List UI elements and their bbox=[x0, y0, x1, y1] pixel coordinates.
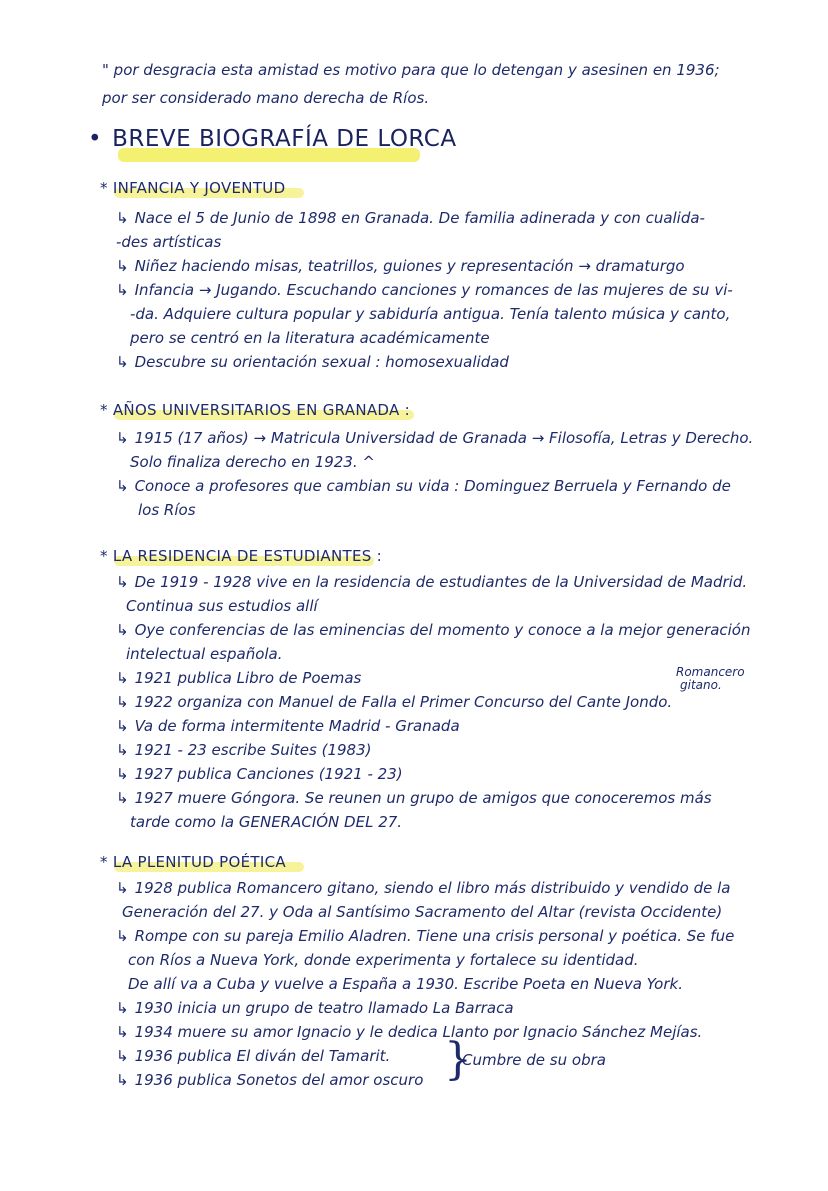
plenitud-line-4: con Ríos a Nueva York, donde experimenta y fortalece su identidad. bbox=[128, 951, 639, 969]
plenitud-line-7: ↳ 1934 muere su amor Ignacio y le dedica Llanto por Ignacio Sánchez Mejías. bbox=[116, 1023, 703, 1041]
universidad-line-2: Solo finaliza derecho en 1923. ^ bbox=[130, 453, 375, 471]
universidad-line-1: ↳ 1915 (17 años) → Matricula Universidad de Granada → Filosofía, Letras y Derecho. bbox=[116, 429, 754, 447]
section-heading-plenitud: * LA PLENITUD POÉTICA bbox=[100, 852, 286, 872]
curly-brace: } bbox=[444, 1034, 472, 1085]
intro-line-2: por ser considerado mano derecha de Ríos. bbox=[102, 89, 430, 107]
title-text: BREVE BIOGRAFÍA DE LORCA bbox=[112, 126, 457, 152]
plenitud-line-3: ↳ Rompe con su pareja Emilio Aladren. Tiene una crisis personal y poética. Se fue bbox=[116, 927, 735, 945]
intro-line-1: " por desgracia esta amistad es motivo para que lo detengan y asesinen en 1936; bbox=[102, 61, 720, 79]
universidad-line-4: los Ríos bbox=[138, 501, 196, 519]
residencia-line-1: ↳ De 1919 - 1928 vive en la residencia de estudiantes de la Universidad de Madrid. bbox=[116, 573, 748, 591]
residencia-line-9: ↳ 1927 publica Canciones (1921 - 23) bbox=[116, 765, 403, 783]
plenitud-line-9: ↳ 1936 publica Sonetos del amor oscuro bbox=[116, 1071, 424, 1089]
residencia-line-10: ↳ 1927 muere Góngora. Se reunen un grupo de amigos que conoceremos más bbox=[116, 789, 712, 807]
infancia-line-4: ↳ Infancia → Jugando. Escuchando canciones y romances de las mujeres de su vi- bbox=[116, 281, 733, 299]
residencia-line-8: ↳ 1921 - 23 escribe Suites (1983) bbox=[116, 741, 372, 759]
page-title: • BREVE BIOGRAFÍA DE LORCA bbox=[88, 126, 457, 152]
section-heading-universidad: * AÑOS UNIVERSITARIOS EN GRANADA : bbox=[100, 400, 410, 420]
infancia-line-5: -da. Adquiere cultura popular y sabiduría antigua. Tenía talento música y canto, bbox=[130, 305, 731, 323]
plenitud-line-2: Generación del 27. y Oda al Santísimo Sacramento del Altar (revista Occidente) bbox=[122, 903, 723, 921]
plenitud-line-6: ↳ 1930 inicia un grupo de teatro llamado La Barraca bbox=[116, 999, 514, 1017]
brace-label: Cumbre de su obra bbox=[462, 1051, 606, 1069]
residencia-line-7: ↳ Va de forma intermitente Madrid - Granada bbox=[116, 717, 460, 735]
infancia-line-7: ↳ Descubre su orientación sexual : homosexualidad bbox=[116, 353, 509, 371]
residencia-line-5: ↳ 1921 publica Libro de Poemas bbox=[116, 669, 362, 687]
section-heading-residencia: * LA RESIDENCIA DE ESTUDIANTES : bbox=[100, 547, 382, 565]
residencia-line-4: intelectual española. bbox=[126, 645, 283, 663]
residencia-line-2: Continua sus estudios allí bbox=[126, 597, 318, 615]
plenitud-line-1: ↳ 1928 publica Romancero gitano, siendo el libro más distribuido y vendido de la bbox=[116, 879, 731, 897]
residencia-line-6: ↳ 1922 organiza con Manuel de Falla el Primer Concurso del Cante Jondo. bbox=[116, 693, 673, 711]
universidad-line-3: ↳ Conoce a profesores que cambian su vida : Dominguez Berruela y Fernando de bbox=[116, 477, 731, 495]
margin-note: Romancero gitano. bbox=[676, 665, 745, 692]
plenitud-line-5: De allí va a Cuba y vuelve a España a 1930. Escribe Poeta en Nueva York. bbox=[128, 975, 683, 993]
residencia-line-3: ↳ Oye conferencias de las eminencias del momento y conoce a la mejor generación bbox=[116, 621, 751, 639]
infancia-line-2: -des artísticas bbox=[116, 233, 222, 251]
plenitud-line-8: ↳ 1936 publica El diván del Tamarit. bbox=[116, 1047, 391, 1065]
infancia-line-1: ↳ Nace el 5 de Junio de 1898 en Granada. De familia adinerada y con cualida- bbox=[116, 209, 705, 227]
infancia-line-3: ↳ Niñez haciendo misas, teatrillos, guiones y representación → dramaturgo bbox=[116, 257, 685, 275]
infancia-line-6: pero se centró en la literatura académicamente bbox=[130, 329, 490, 347]
section-heading-infancia: * INFANCIA Y JOVENTUD bbox=[100, 178, 285, 198]
residencia-line-11: tarde como la GENERACIÓN DEL 27. bbox=[130, 813, 403, 831]
